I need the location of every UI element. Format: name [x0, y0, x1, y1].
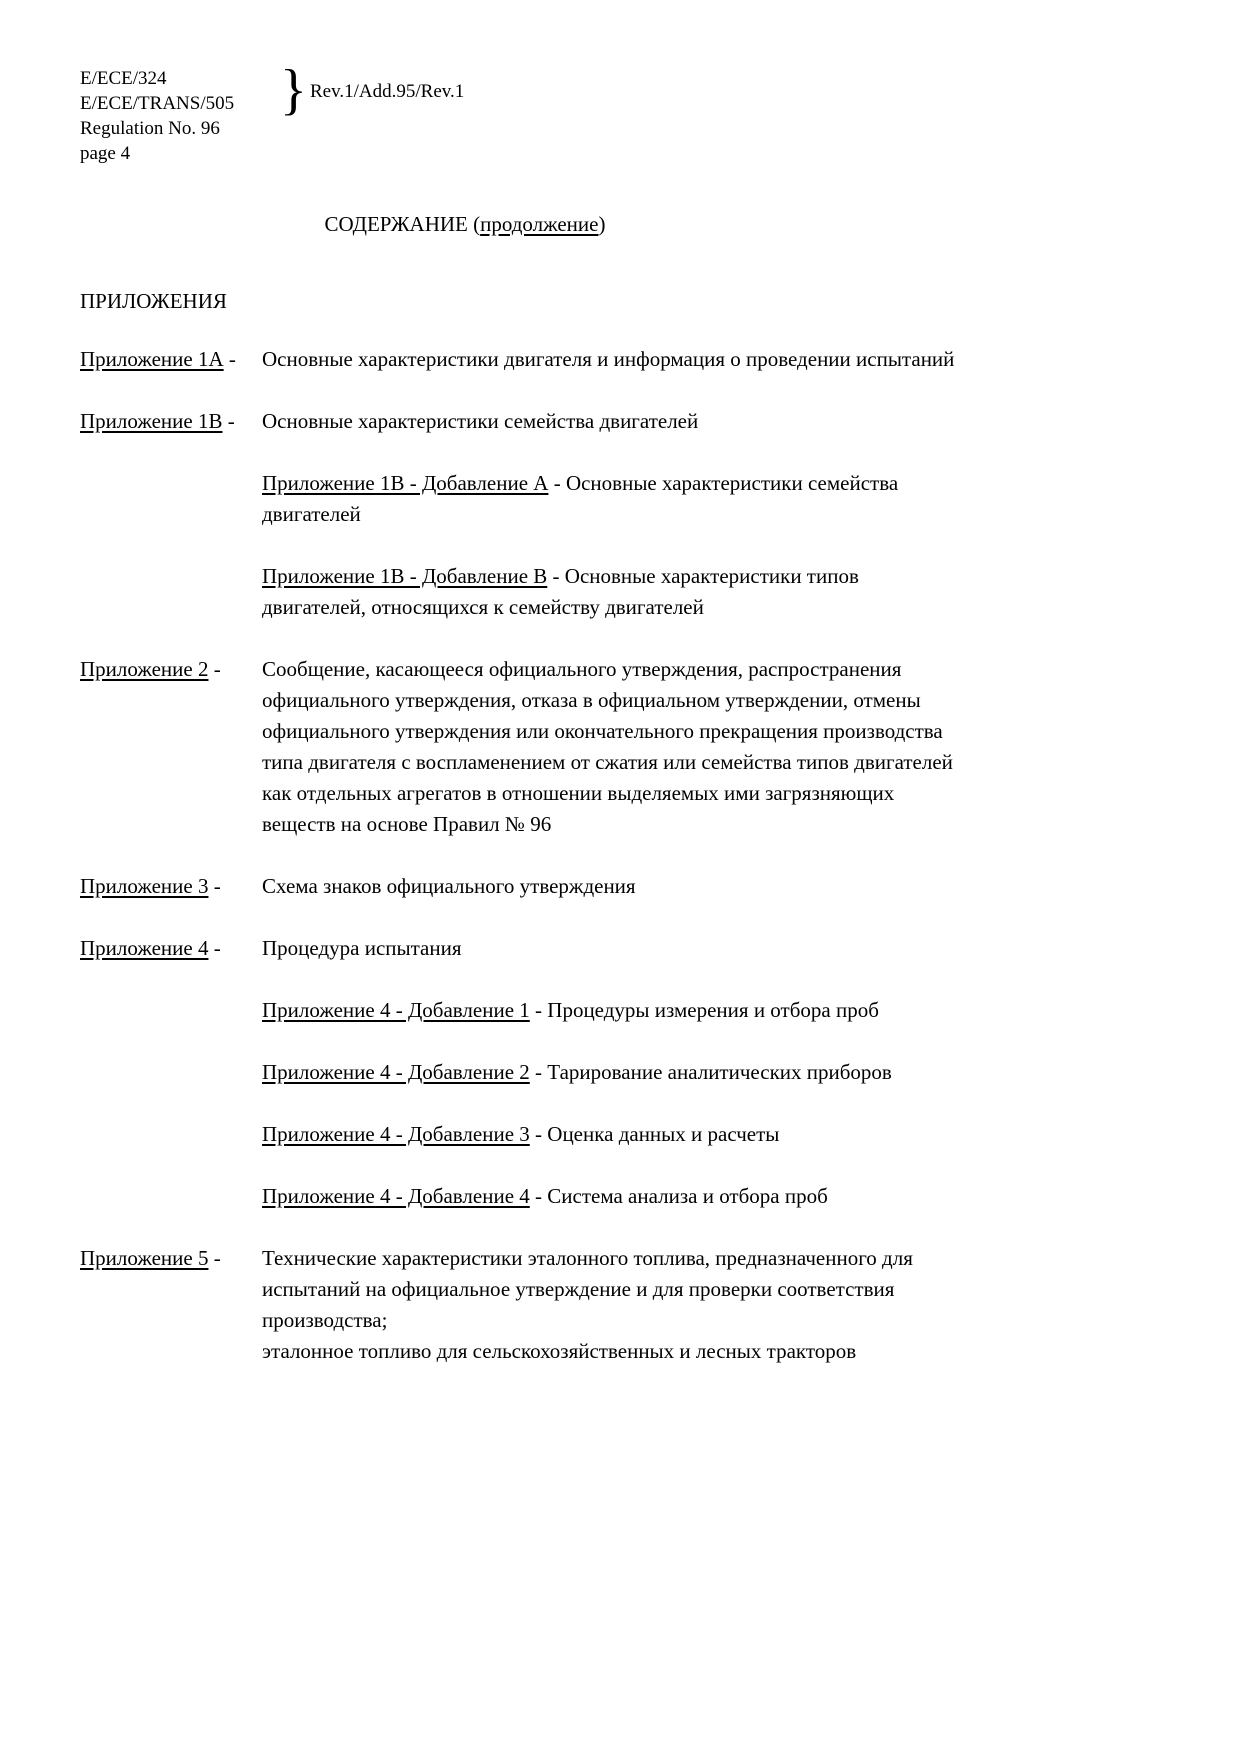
toc-subentry [80, 1057, 1160, 1088]
annex-description: Схема знаков официального утверждения [262, 874, 636, 898]
appendix-label: Приложение 4 - Добавление 4 [262, 1184, 530, 1208]
toc-entry [80, 933, 1160, 964]
appendix-text: - Основные характеристики семейства двигателей [262, 471, 899, 526]
annex-label-text: Приложение 4 [80, 936, 209, 960]
annex-label-text: Приложение 3 [80, 874, 209, 898]
toc-subentry [80, 468, 1160, 530]
appendix-description [262, 1119, 962, 1150]
annex-description: Сообщение, касающееся официального утверждения, распространения официального утверждения, отказа в официальном утверждении, отмены официального утверждения или окончательного прекращения производства типа двигателя с воспламенением от сжатия или семейства типов двигателей как отдельных агрегатов в отношении выделяемых ими загрязняющих веществ на основе Правил № 96 [262, 657, 953, 836]
appendix-description [262, 468, 962, 530]
appendix-text: - Оценка данных и расчеты [529, 1122, 780, 1146]
annex-description: Процедура испытания [262, 936, 462, 960]
document-header [80, 59, 640, 166]
annex-label-text: Приложение 5 [80, 1246, 209, 1270]
toc-entry [80, 1243, 1160, 1367]
label-dash: - [208, 657, 221, 681]
annex-label [80, 654, 262, 685]
title-text: СОДЕРЖАНИЕ ( [324, 212, 481, 236]
appendix-label: Приложение 4 - Добавление 3 [262, 1122, 530, 1146]
label-dash: - [208, 1246, 221, 1270]
toc-entry [80, 871, 1160, 902]
toc-subentry [80, 561, 1160, 623]
appendix-description [262, 1057, 962, 1088]
annex-description [262, 1243, 962, 1367]
appendix-text: - Тарирование аналитических приборов [529, 1060, 892, 1084]
appendix-description [262, 1181, 962, 1212]
revision-reference: Rev.1/Add.95/Rev.1 [310, 81, 465, 102]
page-number: page 4 [80, 143, 131, 164]
annex-label [80, 1243, 262, 1274]
annex-description: Основные характеристики двигателя и информация о проведении испытаний [262, 347, 955, 371]
page-title [80, 212, 850, 237]
doc-symbol-line-1: E/ECE/324 [80, 68, 167, 89]
title-closing: ) [598, 212, 606, 236]
doc-symbol-line-2: E/ECE/TRANS/505 [80, 93, 235, 114]
annex-description-part-1: Технические характеристики эталонного топлива, предназначенного для испытаний на официальное утверждение и для проверки соответствия производства; [262, 1246, 913, 1332]
document-page [80, 59, 1160, 1398]
label-dash: - [222, 409, 235, 433]
annex-label [80, 406, 262, 437]
label-dash: - [208, 936, 221, 960]
appendix-description [262, 561, 962, 623]
appendix-label: Приложение 4 - Добавление 1 [262, 998, 530, 1022]
toc-subentry [80, 1181, 1160, 1212]
annex-label-text: Приложение 2 [80, 657, 209, 681]
curly-brace-glyph: } [280, 59, 307, 121]
annex-label [80, 344, 262, 375]
annex-label-text: Приложение 1В [80, 409, 223, 433]
section-heading-annexes: ПРИЛОЖЕНИЯ [80, 289, 227, 313]
regulation-number: Regulation No. 96 [80, 118, 220, 139]
appendix-description [262, 995, 962, 1026]
annex-description: Основные характеристики семейства двигателей [262, 409, 699, 433]
annex-label [80, 871, 262, 902]
annex-label [80, 933, 262, 964]
annex-description-part-2: эталонное топливо для сельскохозяйственных и лесных тракторов [262, 1339, 857, 1363]
toc-subentry [80, 995, 1160, 1026]
label-dash: - [208, 874, 221, 898]
title-underlined-text: продолжение [480, 212, 599, 236]
appendix-text: - Основные характеристики типов двигателей, относящихся к семейству двигателей [262, 564, 859, 619]
appendix-label: Приложение 1В - Добавление А [262, 471, 549, 495]
label-dash: - [223, 347, 236, 371]
appendix-label: Приложение 1В - Добавление В [262, 564, 548, 588]
table-of-contents [80, 344, 1160, 1367]
toc-entry [80, 654, 1160, 840]
appendix-text: - Процедуры измерения и отбора проб [529, 998, 879, 1022]
toc-entry [80, 344, 1160, 375]
annex-label-text: Приложение 1А [80, 347, 224, 371]
toc-subentry [80, 1119, 1160, 1150]
appendix-label: Приложение 4 - Добавление 2 [262, 1060, 530, 1084]
appendix-text: - Система анализа и отбора проб [529, 1184, 828, 1208]
toc-entry [80, 406, 1160, 437]
